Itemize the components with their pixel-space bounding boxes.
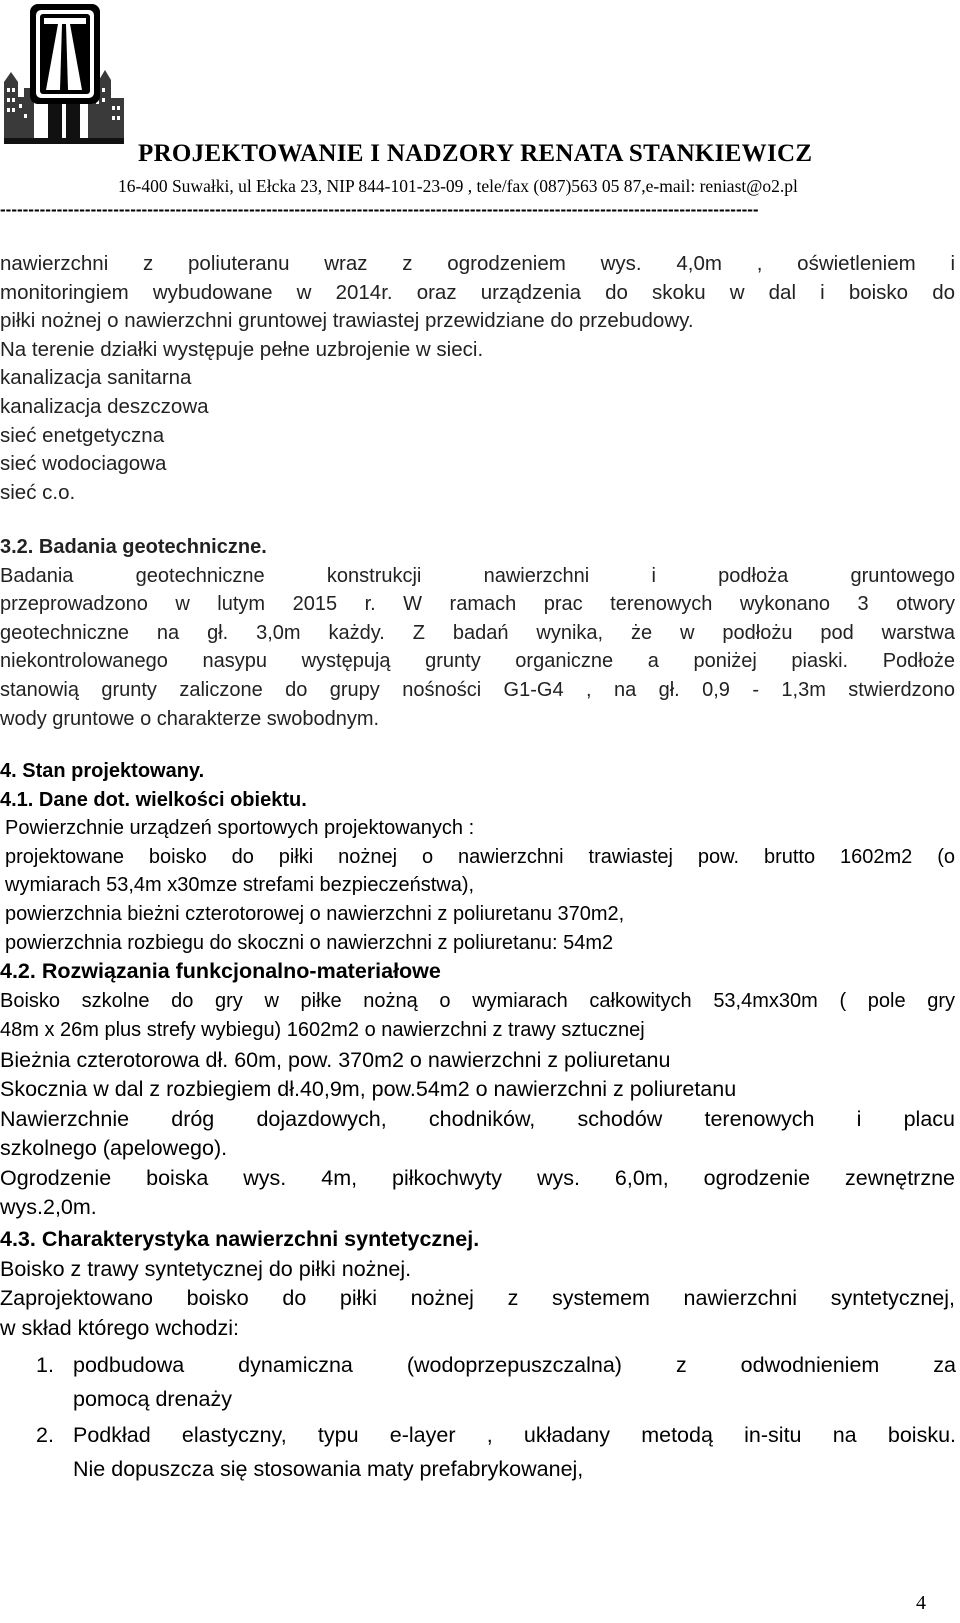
section-heading: 4.2. Rozwiązania funkcjonalno-materiałowe [0, 959, 441, 983]
text-line: Nie dopuszcza się stosowania maty prefabrykowanej, [73, 1457, 584, 1481]
utility-item: kanalizacja sanitarna [0, 366, 192, 390]
utility-item: sieć c.o. [0, 480, 76, 504]
section-4 [0, 757, 955, 957]
text-line: powierzchnia rozbiegu do skoczni o nawierzchni z poliuretanu: 54m2 [5, 931, 614, 954]
text-line: nawierzchni z poliuteranu wraz z ogrodzeniem wys. 4,0m , oświetleniem i [0, 252, 955, 275]
text-line: monitoringiem wybudowane w 2014r. oraz urządzenia do skoku w dal i boisko do [0, 280, 955, 304]
text-line: Zaprojektowano boisko do piłki nożnej z systemem nawierzchni syntetycznej, [0, 1286, 955, 1310]
text-line: niekontrolowanego nasypu występują grunty organiczne a poniżej piaski. Podłoże [0, 650, 955, 673]
section-4-3 [0, 1225, 955, 1343]
layer-list [36, 1348, 956, 1486]
text-line: Boisko szkolne do gry w piłke nożną o wymiarach całkowitych 53,4mx30m ( pole gry [0, 989, 955, 1012]
list-number: 1. [36, 1353, 54, 1377]
text-line: Ogrodzenie boiska wys. 4m, piłkochwyty wys. 6,0m, ogrodzenie zewnętrzne [0, 1165, 955, 1190]
subsection-heading: 4.1. Dane dot. wielkości obiektu. [0, 788, 307, 811]
list-number: 2. [36, 1423, 54, 1447]
company-logo [4, 2, 124, 152]
text-line: Bieżnia czterotorowa dł. 60m, pow. 370m2 o nawierzchni z poliuretanu [0, 1047, 671, 1072]
text-line: wody gruntowe o charakterze swobodnym. [0, 707, 380, 730]
text-line: podbudowa dynamiczna (wodoprzepuszczalna) z odwodnieniem za [73, 1353, 956, 1377]
text-line: wymiarach 53,4m x30mze strefami bezpieczeństwa), [5, 874, 475, 897]
text-line: projektowane boisko do piłki nożnej o nawierzchni trawiastej pow. brutto 1602m2 (o [5, 845, 955, 868]
company-address: 16-400 Suwałki, ul Ełcka 23, NIP 844-101-23-09 , tele/fax (087)563 05 87,e-mail: reniast@o2.pl [118, 176, 798, 196]
section-3-2 [0, 533, 955, 733]
text-line: 48m x 26m plus strefy wybiegu) 1602m2 o nawierzchni z trawy sztucznej [0, 1019, 645, 1041]
list-item [36, 1348, 956, 1416]
text-line: Powierzchnie urządzeń sportowych projektowanych : [5, 817, 475, 840]
section-heading: 3.2. Badania geotechniczne. [0, 536, 267, 558]
list-item [36, 1418, 956, 1486]
text-line: piłki nożnej o nawierzchni gruntowej trawiastej przewidziane do przebudowy. [0, 309, 694, 333]
section-4-2 [0, 957, 955, 1223]
list-item-text [73, 1348, 956, 1416]
text-line: Na terenie działki występuje pełne uzbrojenie w sieci. [0, 337, 484, 361]
text-line: Podkład elastyczny, typu e-layer , układany metodą in-situ na boisku. [73, 1423, 956, 1447]
company-name: PROJEKTOWANIE I NADZORY RENATA STANKIEWICZ [138, 140, 813, 167]
utility-item: sieć wodociagowa [0, 452, 167, 476]
text-line: Skocznia w dal z rozbiegiem dł.40,9m, pow.54m2 o nawierzchni z poliuretanu [0, 1077, 737, 1101]
text-line: geotechniczne na gł. 3,0m każdy. Z badań wynika, że w podłożu pod warstwa [0, 621, 955, 644]
text-line: Badania geotechniczne konstrukcji nawierzchni i podłoża gruntowego [0, 564, 955, 587]
text-line: w skład którego wchodzi: [0, 1315, 239, 1340]
section-heading: 4. Stan projektowany. [0, 760, 205, 782]
utility-item: kanalizacja deszczowa [0, 394, 209, 418]
utility-item: sieć enetgetyczna [0, 423, 165, 447]
text-line: stanowią grunty zaliczone do grupy nośności G1-G4 , na gł. 0,9 - 1,3m stwierdzono [0, 678, 955, 701]
intro-paragraph [0, 250, 955, 507]
text-line: wys.2,0m. [0, 1195, 97, 1219]
text-line: przeprowadzono w lutym 2015 r. W ramach prac terenowych wykonano 3 otwory [0, 593, 955, 616]
text-line: powierzchnia bieżni czterotorowej o nawierzchni z poliuretanu 370m2, [5, 902, 625, 925]
header-divider: -------------------------------------------------------------------------------------------------------------------------------------- [0, 200, 759, 219]
text-line: pomocą drenaży [73, 1387, 232, 1411]
page-number: 4 [916, 1592, 926, 1614]
text-line: Boisko z trawy syntetycznej do piłki nożnej. [0, 1256, 412, 1281]
text-line: Nawierzchnie dróg dojazdowych, chodników, schodów terenowych i placu [0, 1106, 955, 1131]
text-line: szkolnego (apelowego). [0, 1136, 228, 1160]
list-item-text [73, 1418, 956, 1486]
section-heading: 4.3. Charakterystyka nawierzchni syntetycznej. [0, 1227, 480, 1251]
